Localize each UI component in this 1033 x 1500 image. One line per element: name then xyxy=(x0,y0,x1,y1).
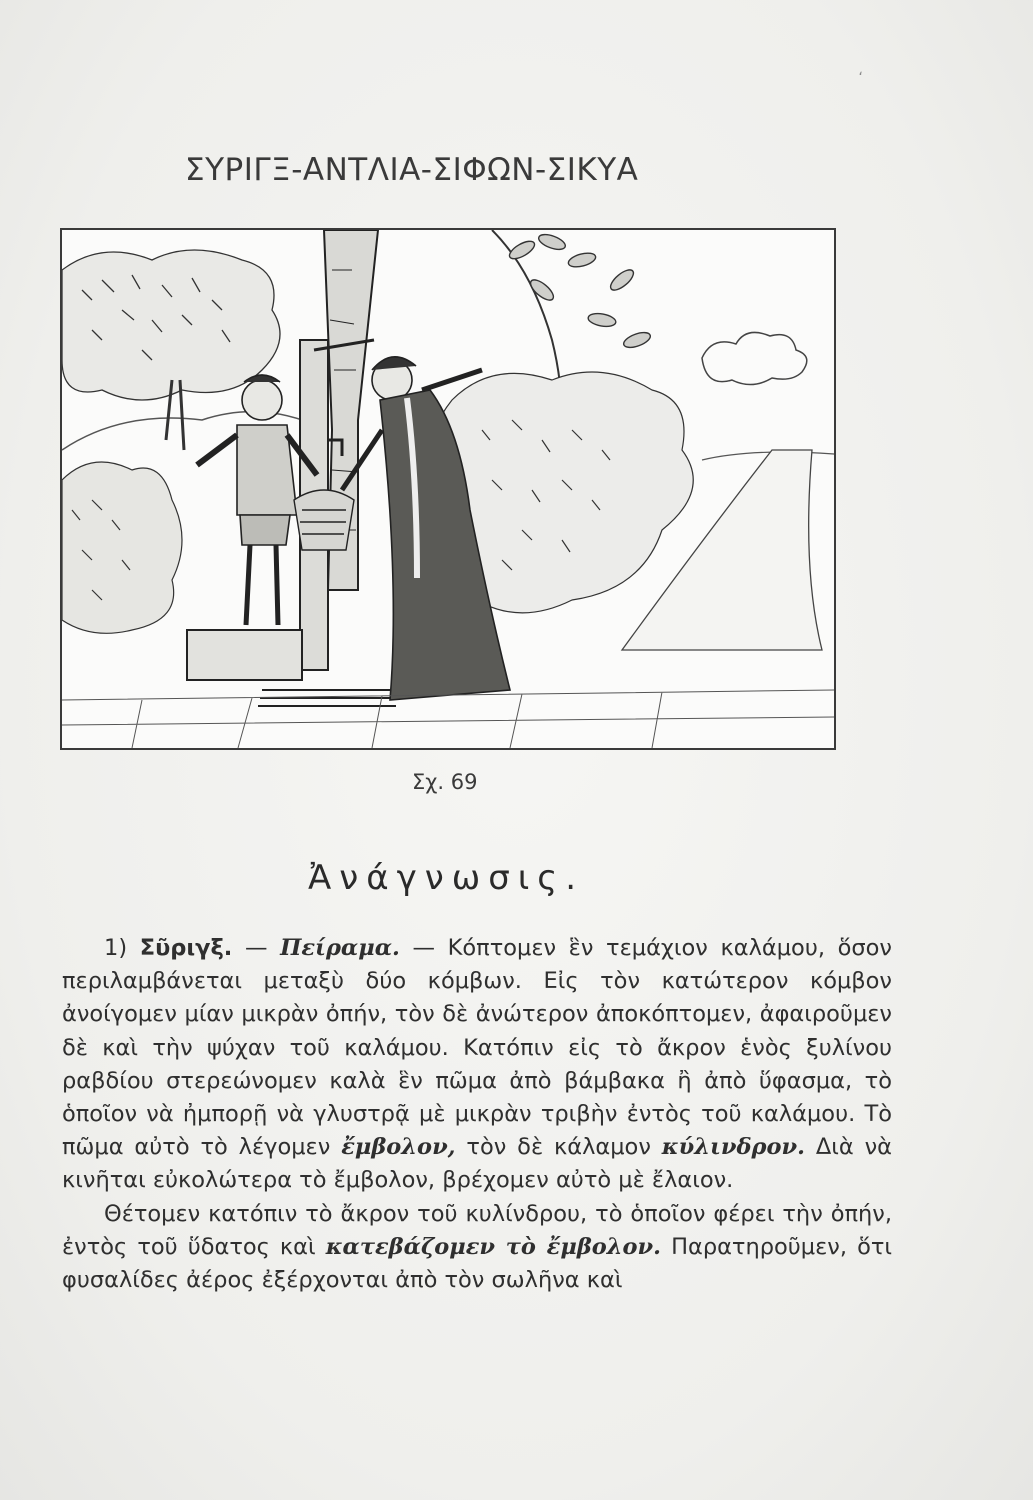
term-lower-piston: κατεβάζομεν τὸ ἔμβολον. xyxy=(325,1233,661,1260)
section-heading: Ἀνάγνωσις. xyxy=(308,858,585,898)
paragraph-2 xyxy=(62,1198,892,1298)
paragraph-text: Διὰ νὰ κινῆται εὐκολώτερα τὸ ἔμβολον, βρέχομεν αὐτὸ μὲ ἔλαιον. xyxy=(62,1134,892,1194)
paragraph-text: Κόπτομεν ἓν τεμάχιον καλάμου, ὅσον περιλαμβάνεται μεταξὺ δύο κόμβων. Εἰς τὸν κατώτερον κόμβον ἀνοίγομεν μίαν μικρὰν ὀπήν, τὸν δὲ ἀνώτερον ἀποκόπτομεν, ἀφαιροῦμεν δὲ καὶ τὴν ψύχαν τοῦ καλάμου. Κατόπιν εἰς τὸ ἄκρον ἑνὸς ξυλίνου ραβδίου στερεώνομεν καλὰ ἓν πῶμα ἀπὸ βάμβακα ἢ ἀπὸ ὕφασμα, τὸ ὁποῖον νὰ ἠμπορῇ νὰ γλυστρᾷ μὲ μικρὰν τριβὴν ἐντὸς τοῦ καλάμου. Τὸ πῶμα αὐτὸ τὸ λέγομεν xyxy=(62,935,892,1161)
term-cylinder: κύλινδρον. xyxy=(661,1134,805,1161)
page-corner-mark: ʻ xyxy=(858,70,863,86)
basket-drawing xyxy=(294,490,354,550)
dash: — xyxy=(399,935,448,961)
paving-drawing xyxy=(62,690,834,748)
left-bushes-drawing xyxy=(62,462,182,633)
illustration-figure xyxy=(60,228,836,750)
dash: — xyxy=(232,935,281,961)
topic-term: Σῦριγξ. xyxy=(139,935,233,961)
body-text xyxy=(62,932,892,1297)
paragraph-text: τὸν δὲ κάλαμον xyxy=(455,1134,662,1161)
cloud-drawing xyxy=(702,332,807,384)
paragraph-1 xyxy=(62,932,892,1198)
left-tree-drawing xyxy=(62,250,280,450)
chapter-title: ΣΥΡΙΓΞ-ΑΝΤΛΙΑ-ΣΙΦΩΝ-ΣΙΚΥΑ xyxy=(185,152,639,188)
experiment-label: Πείραμα. xyxy=(280,935,400,961)
item-number: 1) xyxy=(104,935,128,961)
term-piston: ἔμβολον, xyxy=(341,1134,456,1161)
figure-caption: Σχ. 69 xyxy=(412,770,478,794)
pump-scene-illustration xyxy=(62,230,834,748)
paragraph-text: Θέτομεν κατόπιν τὸ ἄκρον τοῦ κυλίνδρου, τὸ ὁποῖον φέρει τὴν ὀπήν, ἐντὸς τοῦ ὕδατος καὶ xyxy=(62,1200,892,1260)
drain-grate-drawing xyxy=(258,690,396,706)
paragraph-text: Παρατηροῦμεν, ὅτι φυσαλίδες ἀέρος ἐξέρχονται ἀπὸ τὸν σωλῆνα καὶ xyxy=(62,1233,892,1294)
